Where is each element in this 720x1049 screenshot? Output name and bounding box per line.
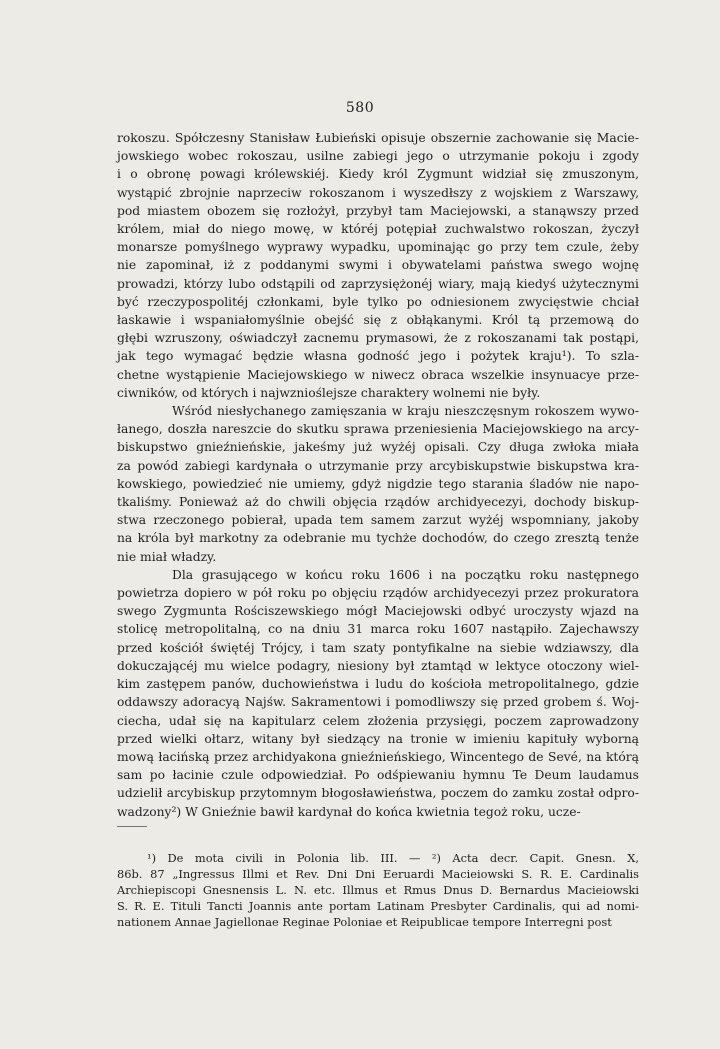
text-line: swego Zygmunta Rościszewskiego mógł Maciejowski odbyć uroczysty wjazd na xyxy=(117,604,639,619)
text-line: wystąpić zbrojnie naprzeciw rokoszanom i wyszedłszy z wojskiem z Warszawy, xyxy=(117,185,639,200)
footnote-line: S. R. E. Tituli Tancti Joannis ante portam Latinam Presbyter Cardinalis, qui ad nomi- xyxy=(117,899,639,913)
text-line: łanego, doszła nareszcie do skutku sprawa przeniesienia Maciejowskiego na arcy- xyxy=(117,422,639,437)
text-line: Dla grasującego w końcu roku 1606 i na początku roku następnego xyxy=(172,567,639,582)
text-line: dokuczającéj mu wielce podagry, niesiony był ztamtąd w lektyce otoczony wiel- xyxy=(117,658,639,673)
text-line: rokoszu. Spółczesny Stanisław Łubieński opisuje obszernie zachowanie się Macie- xyxy=(117,131,639,145)
text-line: udzielił arcybiskup przytomnym błogosławieństwa, poczem do zamku został odpro- xyxy=(117,786,639,801)
text-line: kowskiego, powiedzieć nie umiemy, gdyż nigdzie tego starania śladów nie napo- xyxy=(117,476,639,491)
footnotes xyxy=(117,850,639,930)
text-line: powietrza dopiero w pół roku po objęciu rządów archidyecezyi przez prokuratora xyxy=(117,586,639,601)
text-line: oddawszy adoracyą Najśw. Sakramentowi i pomodliwszy się przed grobem ś. Woj- xyxy=(117,695,639,710)
paragraph xyxy=(117,402,639,566)
text-line: mową łacińską przez archidyakona gnieźnieńskiego, Wincentego de Sevé, na którą xyxy=(117,749,639,764)
footnote-line: 86b. 87 „Ingressus Illmi et Rev. Dni Dni Eeruardi Macieiowski S. R. E. Cardinalis xyxy=(117,867,639,881)
text-line: nie miał władzy. xyxy=(117,549,217,564)
text-line: stwa rzeczonego pobierał, upada tem samem zarzut wyżéj wspomniany, jakoby xyxy=(117,513,639,528)
text-line: jak tego wymagać będzie własna godność jego i pożytek kraju¹). To szla- xyxy=(117,349,639,364)
footnote-line: nationem Annae Jagiellonae Reginae Poloniae et Reipublicae tempore Interregni post xyxy=(117,915,612,929)
text-line: ciecha, udał się na kapitularz celem złożenia przysięgi, poczem zaprowadzony xyxy=(117,713,639,728)
text-line: pod miastem obozem się rozłożył, przybył tam Maciejowski, a stanąwszy przed xyxy=(117,203,639,218)
text-line: być rzeczypospolitéj członkami, byle tylko po odniesionem zwycięstwie chciał xyxy=(117,294,639,309)
text-line: stolicę metropolitalną, co na dniu 31 marca roku 1607 nastąpiło. Zajechawszy xyxy=(117,622,639,637)
text-line: ciwników, od których i najwznioślejsze charaktery wolnemi nie były. xyxy=(117,385,541,400)
text-line: wadzony²) W Gnieźnie bawił kardynał do końca kwietnia tegoż roku, ucze- xyxy=(117,804,581,819)
footnote-line: ¹) De mota civili in Polonia lib. III. — ²) Acta decr. Capit. Gnesn. X, xyxy=(147,851,639,865)
text-line: tkaliśmy. Ponieważ aż do chwili objęcia rządów archidyecezyi, dochody biskup- xyxy=(117,495,639,510)
page-number: 580 xyxy=(345,100,375,116)
text-line: na króla był markotny za odebranie mu tychże dochodów, do czego zresztą tenże xyxy=(117,531,639,546)
body-text xyxy=(117,129,639,821)
paragraph xyxy=(117,129,639,402)
text-line: sam po łacinie czule odpowiedział. Po odśpiewaniu hymnu Te Deum laudamus xyxy=(117,768,639,783)
text-line: i o obronę powagi królewskiéj. Kiedy król Zygmunt widział się zmuszonym, xyxy=(117,167,639,182)
footnote-line: Archiepiscopi Gnesnensis L. N. etc. Illmus et Rmus Dnus D. Bernardus Macieiowski xyxy=(117,883,639,897)
text-line: monarsze pomyślnego wyprawy wypadku, upominając go przy tem czule, żeby xyxy=(117,240,639,255)
text-line: za powód zabiegi kardynała o utrzymanie przy arcybiskupstwie biskupstwa kra- xyxy=(117,458,639,473)
text-line: królem, miał do niego mowę, w któréj potępiał zuchwalstwo rokoszan, życzył xyxy=(117,222,639,237)
text-line: Wśród niesłychanego zamięszania w kraju nieszczęsnym rokoszem wywo- xyxy=(172,404,639,419)
text-line: jowskiego wobec rokoszau, usilne zabiegi jego o utrzymanie pokoju i zgody xyxy=(117,149,639,164)
text-line: przed wielki ołtarz, witany był siedzący na tronie w imieniu kapituły wyborną xyxy=(117,731,639,746)
text-line: przed kościół świętéj Trójcy, i tam szaty pontyfikalne na siebie wdziawszy, dla xyxy=(117,640,639,655)
text-line: głębi wzruszony, oświadczył zacnemu prymasowi, że z rokoszanami tak postąpi, xyxy=(117,331,639,346)
text-line: prowadzi, którzy lubo odstąpili od zaprzysiężonéj wiary, mają kiedyś użytecznymi xyxy=(117,276,639,291)
text-line: chetne wystąpienie Maciejowskiego w niwecz obraca wszelkie insynuacye prze- xyxy=(117,367,639,382)
paragraph xyxy=(117,566,639,821)
text-line: kim zastępem panów, duchowieństwa i ludu do kościoła metropolitalnego, gdzie xyxy=(117,677,639,692)
text-line: łaskawie i wspaniałomyślnie obejść się z obłąkanymi. Król tą przemową do xyxy=(117,313,639,328)
text-line: biskupstwo gnieźnieńskie, jakeśmy już wyżéj opisali. Czy długa zwłoka miała xyxy=(117,440,639,455)
text-line: nie zapominał, iż z poddanymi swymi i obywatelami państwa swego wojnę xyxy=(117,258,639,273)
footnote-divider xyxy=(117,826,147,827)
